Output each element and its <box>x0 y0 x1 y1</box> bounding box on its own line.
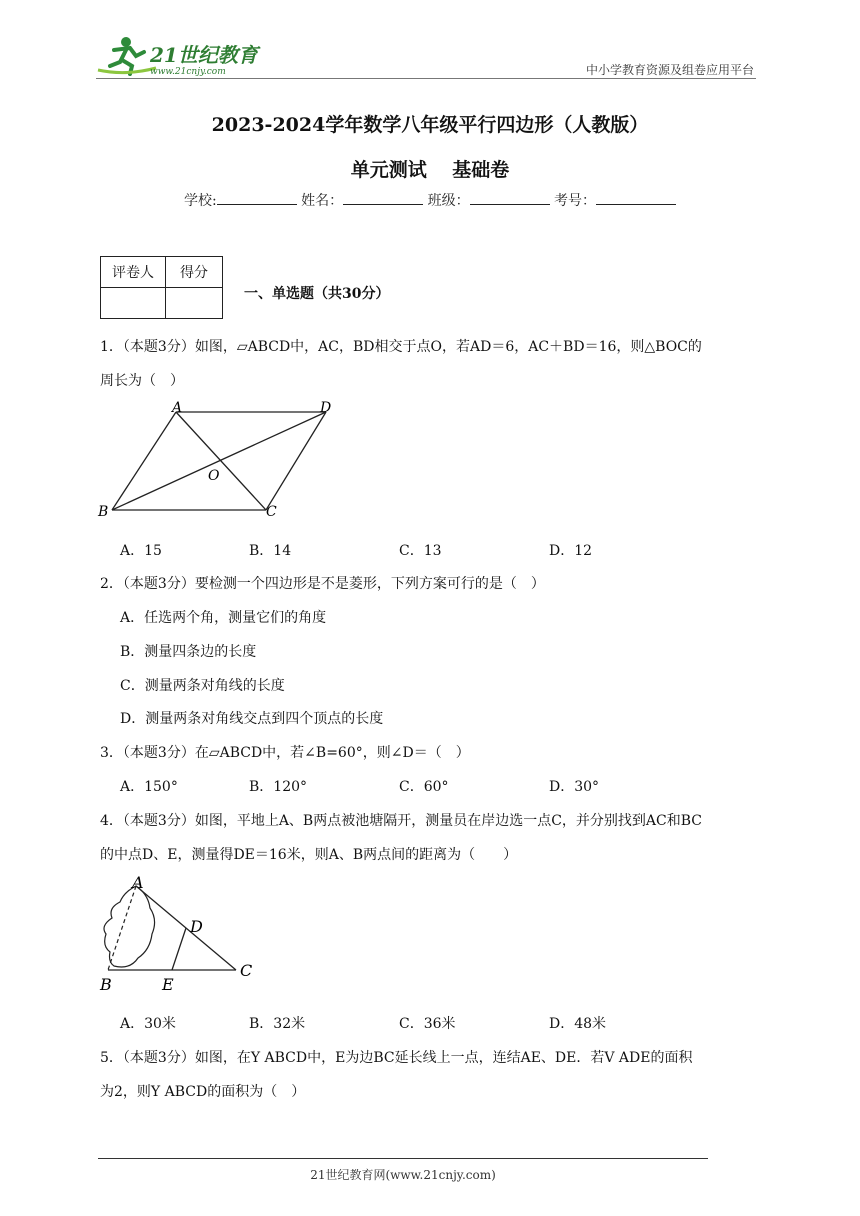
question-3-option-c[interactable]: C．60° <box>399 779 449 795</box>
question-3-option-a[interactable]: A．150° <box>120 779 178 795</box>
school-label: 学校: <box>183 193 217 209</box>
school-field[interactable] <box>217 192 297 205</box>
runner-logo-icon <box>96 36 266 78</box>
class-label: 班级： <box>427 193 470 209</box>
name-field[interactable] <box>343 192 423 205</box>
svg-text:21世纪教育: 21世纪教育 <box>150 43 258 67</box>
reviewer-cell[interactable] <box>101 288 166 319</box>
svg-text:B: B <box>100 975 112 994</box>
name-label: 姓名： <box>301 193 344 209</box>
svg-text:D: D <box>320 400 332 416</box>
footer-text[interactable]: 21世纪教育网(www.21cnjy.com) <box>310 1168 496 1182</box>
question-4-figure <box>94 872 264 1001</box>
number-field[interactable] <box>596 192 676 205</box>
svg-text:O: O <box>208 468 220 484</box>
question-1-option-a[interactable]: A．15 <box>120 543 162 559</box>
footer-divider <box>98 1158 708 1159</box>
question-4-option-c[interactable]: C．36米 <box>399 1016 456 1032</box>
page-title: 2023-2024学年数学八年级平行四边形（人教版） <box>211 114 649 136</box>
score-cell[interactable] <box>166 288 223 319</box>
question-2-option-d[interactable]: D．测量两条对角线交点到四个顶点的长度 <box>120 711 384 727</box>
question-4-stem-cont: 的中点D、E，测量得DE＝16米，则A、B两点间的距离为（ ） <box>100 847 518 863</box>
question-1-figure <box>96 400 346 526</box>
site-logo <box>96 36 266 78</box>
header-platform-text: 中小学教育资源及组卷应用平台 <box>585 63 754 77</box>
score-header: 得分 <box>166 257 223 288</box>
question-2-option-a[interactable]: A．任选两个角，测量它们的角度 <box>120 610 327 626</box>
class-field[interactable] <box>470 192 550 205</box>
svg-text:C: C <box>240 961 253 980</box>
student-info-line <box>0 190 860 210</box>
section-heading: 一、单选题（共30分） <box>244 286 390 302</box>
reviewer-header: 评卷人 <box>101 257 166 288</box>
question-4-option-b[interactable]: B．32米 <box>249 1016 306 1032</box>
number-label: 考号： <box>554 193 597 209</box>
svg-text:A: A <box>172 400 183 416</box>
question-4-option-a[interactable]: A．30米 <box>120 1016 176 1032</box>
question-3-option-d[interactable]: D．30° <box>549 779 600 795</box>
question-2-option-b[interactable]: B．测量四条边的长度 <box>120 644 257 660</box>
question-4-option-d[interactable]: D．48米 <box>549 1016 607 1032</box>
score-table <box>100 256 223 319</box>
header-divider <box>96 78 756 79</box>
page-subtitle: 单元测试 基础卷 <box>350 159 510 181</box>
svg-text:E: E <box>162 975 174 994</box>
svg-text:C: C <box>266 504 277 520</box>
question-1-option-d[interactable]: D．12 <box>549 543 593 559</box>
question-1-stem: 1．（本题3分）如图，▱ABCD中，AC，BD相交于点O，若AD＝6，AC＋BD＝16，则△BOC的 <box>100 339 702 355</box>
question-1-stem-cont: 周长为（ ） <box>100 373 184 389</box>
svg-text:A: A <box>132 873 144 892</box>
question-3-option-b[interactable]: B．120° <box>249 779 308 795</box>
svg-text:B: B <box>98 504 109 520</box>
question-4-stem: 4．（本题3分）如图，平地上A、B两点被池塘隔开，测量员在岸边选一点C，并分别找到AC和BC <box>100 813 703 829</box>
question-5-stem-cont: 为2，则Y ABCD的面积为（ ） <box>100 1084 306 1100</box>
question-5-stem: 5．（本题3分）如图，在Y ABCD中，E为边BC延长线上一点，连结AE、DE．若V ADE的面积 <box>100 1050 693 1066</box>
question-2-stem: 2．（本题3分）要检测一个四边形是不是菱形，下列方案可行的是（ ） <box>100 576 545 592</box>
question-3-stem: 3．（本题3分）在▱ABCD中，若∠B=60°，则∠D＝（ ） <box>100 745 470 761</box>
question-1-option-b[interactable]: B．14 <box>249 543 292 559</box>
question-2-option-c[interactable]: C．测量两条对角线的长度 <box>120 678 285 694</box>
question-1-option-c[interactable]: C．13 <box>399 543 442 559</box>
svg-text:D: D <box>190 917 203 936</box>
svg-text:www.21cnjy.com: www.21cnjy.com <box>150 67 226 77</box>
